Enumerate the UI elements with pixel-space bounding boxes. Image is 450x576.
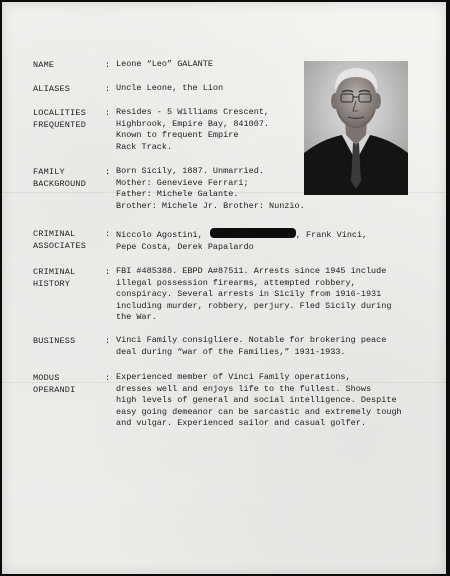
field-value-business: Vinci Family consigliere. Notable for brokering peace deal during “war of the Families,” 1931-1933. (116, 335, 387, 357)
field-label-localities: LOCALITIES FREQUENTED (33, 108, 87, 130)
field-value-modus: Experienced member of Vinci Family operations, dresses well and enjoys life to the fullest. Shows high levels of general and social intelligence. Despite easy going demeanor can be sarcastic and extremely tough and vulgar. Experienced sailor and casual golfer. (116, 372, 402, 429)
field-label-associates: CRIMINAL ASSOCIATES (33, 229, 87, 251)
field-label-business: BUSINESS (33, 336, 76, 346)
field-value-history: FBI #485388. EBPD A#87511. Arrests since 1945 include illegal possession firearms, attempted robbery, conspiracy. Several arrests in Sicily from 1916-1931 including murder, robbery, perjury. Fled Sicily during the War. (116, 266, 392, 323)
field-separator: : (105, 267, 111, 277)
dossier-page (2, 2, 446, 574)
field-separator: : (105, 108, 111, 118)
field-value-associates (116, 228, 367, 253)
field-label-history: CRIMINAL HISTORY (33, 267, 76, 289)
associates-text-after: , Frank Vinci, Pepe Costa, Derek Papalardo (116, 230, 368, 252)
field-label-aliases: ALIASES (33, 84, 71, 94)
portrait-photo (304, 61, 408, 195)
field-label-name: NAME (33, 60, 55, 70)
redaction-bar (210, 228, 296, 238)
field-separator: : (105, 60, 111, 70)
field-value-family: Born Sicily, 1887. Unmarried. Mother: Genevieve Ferrari; Father: Michele Galante. Brother: Michele Jr. Brother: Nunzio. (116, 166, 305, 211)
field-separator: : (105, 84, 111, 94)
field-label-modus: MODUS OPERANDI (33, 373, 76, 395)
field-value-aliases: Uncle Leone, the Lion (116, 83, 224, 93)
field-separator: : (105, 336, 111, 346)
field-value-name: Leone “Leo” GALANTE (116, 59, 213, 69)
associates-text-before: Niccolo Agostini, (116, 230, 208, 240)
field-value-localities: Resides - 5 Williams Crescent, Highbrook, Empire Bay, 841007. Known to frequent Empire Rack Track. (116, 107, 270, 152)
field-separator: : (105, 167, 111, 177)
field-separator: : (105, 229, 111, 239)
field-label-family: FAMILY BACKGROUND (33, 167, 87, 189)
field-separator: : (105, 373, 111, 383)
